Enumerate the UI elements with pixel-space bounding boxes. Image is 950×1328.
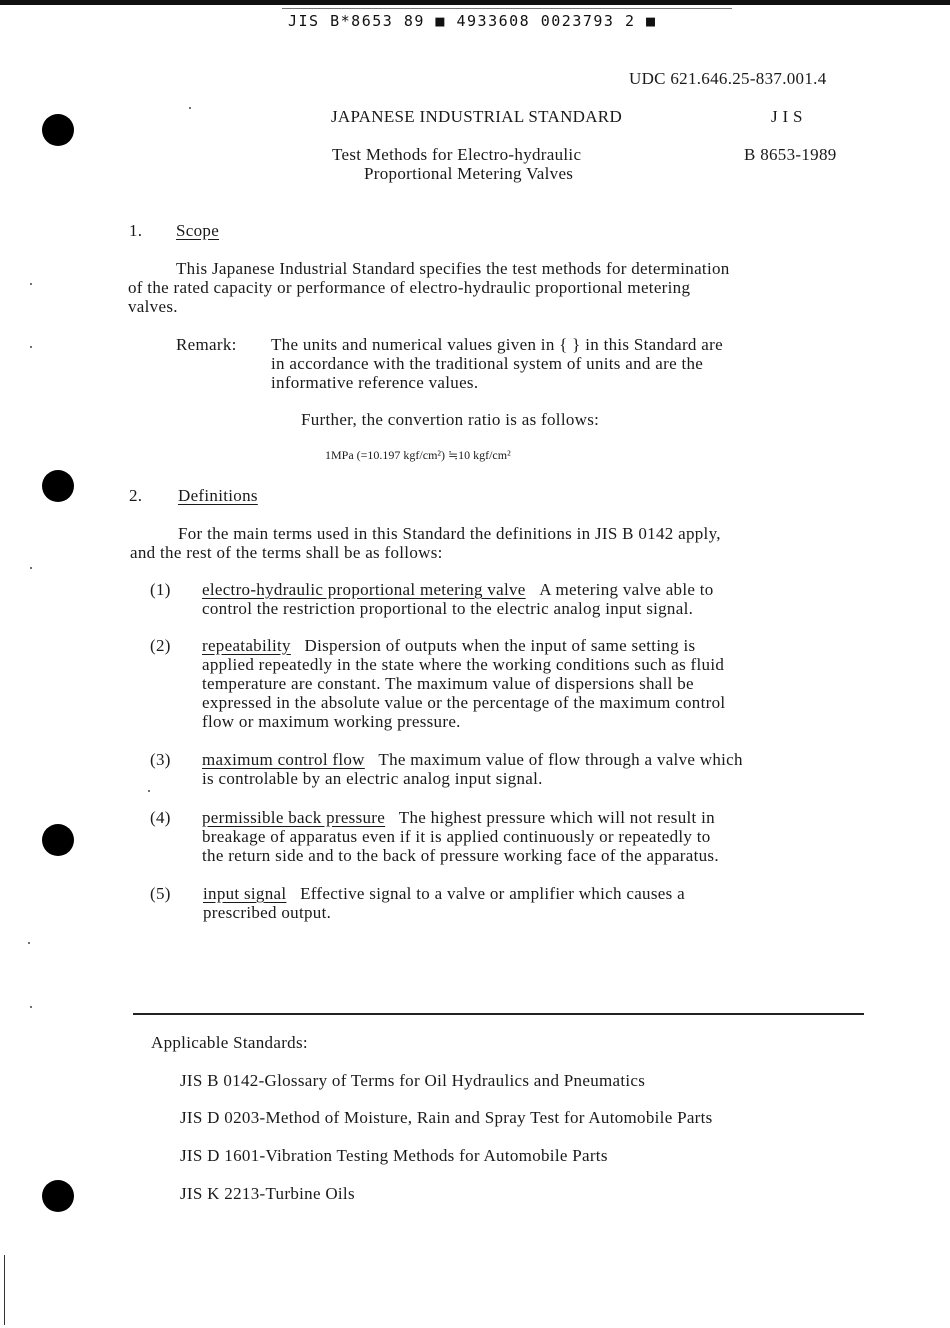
scan-speck — [30, 1006, 32, 1008]
punch-hole — [42, 1180, 74, 1212]
scope-paragraph-line: of the rated capacity or performance of electro-hydraulic proportional metering — [128, 278, 691, 297]
footnote-divider — [133, 1013, 864, 1015]
section-number: 2. — [129, 486, 143, 505]
definition-text: The maximum value of flow through a valve which — [378, 750, 743, 769]
remark-line: The units and numerical values given in { } in this Standard are — [271, 335, 723, 354]
definition-text: expressed in the absolute value or the percentage of the maximum control — [202, 693, 726, 712]
scan-speck — [28, 942, 30, 944]
definitions-intro-line: For the main terms used in this Standard the definitions in JIS B 0142 apply, — [178, 524, 721, 543]
scan-speck — [30, 346, 32, 348]
jis-label: J I S — [771, 107, 803, 126]
definition-text: control the restriction proportional to the electric analog input signal. — [202, 599, 694, 618]
scope-paragraph-line: valves. — [128, 297, 178, 316]
definition-item — [202, 750, 743, 769]
page-title-line2: Proportional Metering Valves — [364, 164, 574, 183]
standard-org: JAPANESE INDUSTRIAL STANDARD — [331, 107, 623, 126]
top-edge-bar — [0, 0, 950, 5]
scan-speck — [148, 790, 150, 792]
punch-hole — [42, 470, 74, 502]
standard-number: B 8653-1989 — [744, 145, 837, 164]
scan-speck — [189, 107, 191, 109]
definition-number: (2) — [150, 636, 171, 655]
remark-line: informative reference values. — [271, 373, 479, 392]
definition-text: Dispersion of outputs when the input of same setting is — [304, 636, 696, 655]
scan-speck — [30, 567, 32, 569]
definition-text: flow or maximum working pressure. — [202, 712, 461, 731]
section-heading-scope: Scope — [176, 221, 220, 240]
definition-term: repeatability — [202, 636, 291, 655]
header-rule — [282, 8, 732, 9]
definition-text: temperature are constant. The maximum value of dispersions shall be — [202, 674, 694, 693]
definition-term: electro-hydraulic proportional metering valve — [202, 580, 526, 599]
definition-number: (3) — [150, 750, 171, 769]
applicable-standard-item: JIS K 2213-Turbine Oils — [180, 1184, 355, 1203]
definition-term: permissible back pressure — [202, 808, 386, 827]
remark-label: Remark: — [176, 335, 237, 354]
udc-number: UDC 621.646.25-837.001.4 — [629, 69, 827, 88]
applicable-standard-item: JIS D 0203-Method of Moisture, Rain and Spray Test for Automobile Parts — [180, 1108, 713, 1127]
punch-hole — [42, 114, 74, 146]
applicable-standards-heading: Applicable Standards: — [151, 1033, 308, 1052]
definition-item — [202, 808, 715, 827]
punch-hole — [42, 824, 74, 856]
definition-text: Effective signal to a valve or amplifier which causes a — [300, 884, 685, 903]
applicable-standard-item: JIS D 1601-Vibration Testing Methods for Automobile Parts — [180, 1146, 608, 1165]
definition-text: is controlable by an electric analog input signal. — [202, 769, 543, 788]
conversion-intro: Further, the convertion ratio is as follows: — [301, 410, 600, 429]
definition-item — [202, 580, 714, 599]
definition-text: breakage of apparatus even if it is applied continuously or repeatedly to — [202, 827, 711, 846]
definition-number: (5) — [150, 884, 171, 903]
definition-item — [203, 884, 685, 903]
definition-number: (4) — [150, 808, 171, 827]
remark-line: in accordance with the traditional system of units and are the — [271, 354, 704, 373]
scan-margin-line — [4, 1255, 5, 1325]
scan-speck — [30, 283, 32, 285]
definition-term: maximum control flow — [202, 750, 365, 769]
section-number: 1. — [129, 221, 143, 240]
conversion-formula: 1MPa (=10.197 kgf/cm²) ≒10 kgf/cm² — [325, 448, 511, 462]
page-title-line1: Test Methods for Electro-hydraulic — [332, 145, 582, 164]
scope-paragraph-line: This Japanese Industrial Standard specifies the test methods for determination — [176, 259, 730, 278]
definition-term: input signal — [203, 884, 287, 903]
definition-number: (1) — [150, 580, 171, 599]
header-code-line: JIS B*8653 89 ■ 4933608 0023793 2 ■ — [288, 12, 657, 30]
section-heading-definitions: Definitions — [178, 486, 258, 505]
definitions-intro-line: and the rest of the terms shall be as follows: — [130, 543, 443, 562]
definition-text: the return side and to the back of pressure working face of the apparatus. — [202, 846, 719, 865]
definition-text: applied repeatedly in the state where the working conditions such as fluid — [202, 655, 725, 674]
definition-item — [202, 636, 695, 655]
definition-text: prescribed output. — [203, 903, 332, 922]
definition-text: The highest pressure which will not result in — [398, 808, 715, 827]
definition-text: A metering valve able to — [539, 580, 714, 599]
applicable-standard-item: JIS B 0142-Glossary of Terms for Oil Hydraulics and Pneumatics — [180, 1071, 646, 1090]
